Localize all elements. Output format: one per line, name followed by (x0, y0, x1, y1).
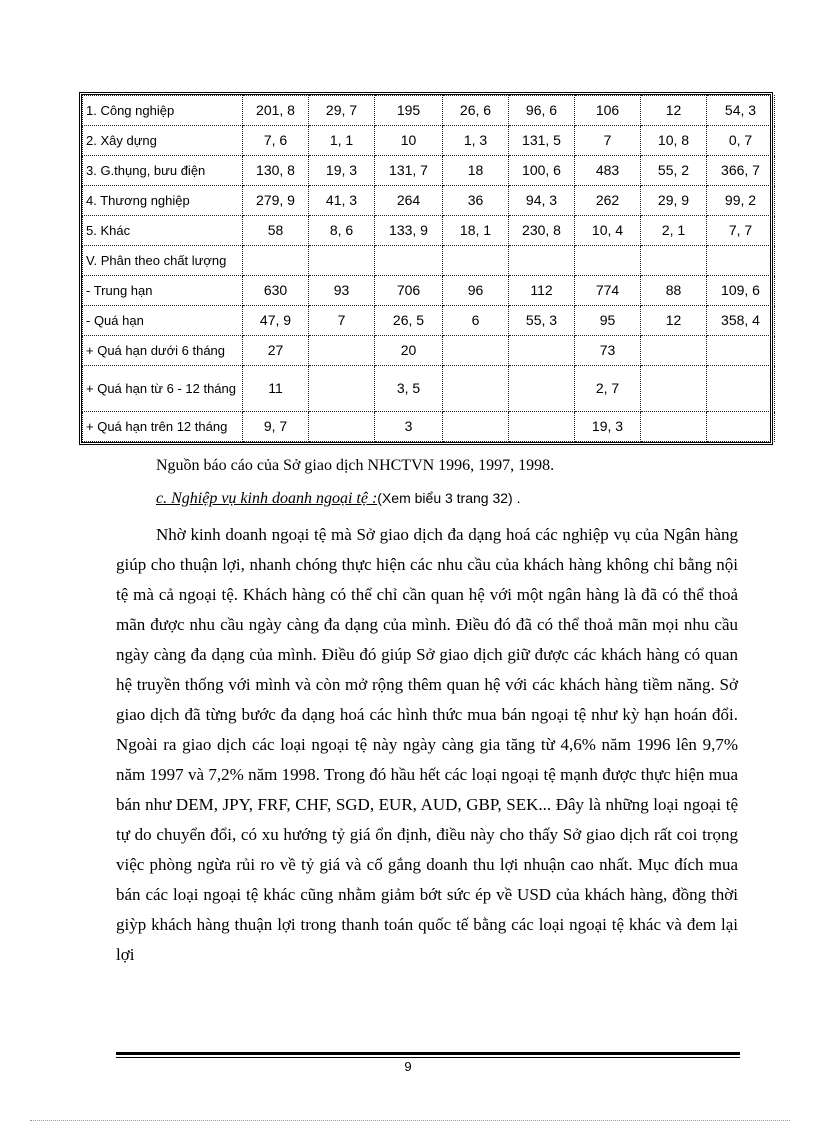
table-cell (641, 336, 707, 366)
table-row (83, 366, 775, 412)
table-cell (309, 412, 375, 442)
table-cell (707, 366, 775, 412)
table-row (83, 186, 775, 216)
table-cell (641, 412, 707, 442)
table-cell: 6 (443, 306, 509, 336)
table-cell: 3, 5 (375, 366, 443, 412)
table-cell (443, 412, 509, 442)
row-label: - Trung hạn (83, 276, 243, 306)
table-cell: 58 (243, 216, 309, 246)
table-cell: 264 (375, 186, 443, 216)
table-cell: 9, 7 (243, 412, 309, 442)
table-cell: 54, 3 (707, 96, 775, 126)
table-cell: 18 (443, 156, 509, 186)
table-cell: 366, 7 (707, 156, 775, 186)
source-note: Nguồn báo cáo của Sở giao dịch NHCTVN 1996, 1997, 1998. (156, 457, 555, 474)
table-cell (309, 336, 375, 366)
footer-rule (116, 1052, 740, 1058)
table-cell: 93 (309, 276, 375, 306)
table-cell: 26, 5 (375, 306, 443, 336)
table-cell (309, 246, 375, 276)
table-cell: 96 (443, 276, 509, 306)
body-text (116, 520, 738, 970)
table-cell: 131, 7 (375, 156, 443, 186)
table-cell: 358, 4 (707, 306, 775, 336)
section-reference: (Xem biểu 3 trang 32) . (377, 490, 521, 506)
table-row (83, 336, 775, 366)
table-cell: 2, 1 (641, 216, 707, 246)
section-heading-line (156, 490, 520, 508)
page-number: 9 (404, 1059, 412, 1074)
table-cell (243, 246, 309, 276)
table-cell: 262 (575, 186, 641, 216)
table-cell: 130, 8 (243, 156, 309, 186)
row-label: 3. G.thụng, bưu điện (83, 156, 243, 186)
table-cell: 3 (375, 412, 443, 442)
table-cell: 29, 7 (309, 96, 375, 126)
table-cell: 10, 4 (575, 216, 641, 246)
table-cell: 10, 8 (641, 126, 707, 156)
row-label: + Quá hạn từ 6 - 12 tháng (83, 366, 243, 412)
table-cell: 131, 5 (509, 126, 575, 156)
table-cell (375, 246, 443, 276)
table-cell (443, 336, 509, 366)
table-cell: 112 (509, 276, 575, 306)
data-table (79, 92, 773, 445)
table-cell: 10 (375, 126, 443, 156)
table-cell: 706 (375, 276, 443, 306)
table-cell: 195 (375, 96, 443, 126)
table-cell: 109, 6 (707, 276, 775, 306)
table-row (83, 156, 775, 186)
table-cell: 73 (575, 336, 641, 366)
table-cell: 47, 9 (243, 306, 309, 336)
table-cell: 94, 3 (509, 186, 575, 216)
table-cell: 20 (375, 336, 443, 366)
row-label: 1. Công nghiệp (83, 96, 243, 126)
table-cell (641, 366, 707, 412)
table-cell: 1, 3 (443, 126, 509, 156)
table-cell: 41, 3 (309, 186, 375, 216)
table-cell: 27 (243, 336, 309, 366)
table-cell: 201, 8 (243, 96, 309, 126)
table-cell: 96, 6 (509, 96, 575, 126)
table-cell: 19, 3 (575, 412, 641, 442)
table-cell (509, 246, 575, 276)
table-cell: 630 (243, 276, 309, 306)
table-cell (309, 366, 375, 412)
body-paragraph: Nhờ kinh doanh ngoại tệ mà Sở giao dịch đa dạng hoá các nghiệp vụ của Ngân hàng giúp cho thuận lợi, nhanh chóng thực hiện các nhu cầu của khách hàng không chỉ bằng nội tệ mà cả ngoại tệ. Khách hàng có thể chỉ cần quan hệ với một ngân hàng là đã có thể thoả mãn được nhu cầu ngày càng đa dạng của mình. Điều đó đã có thể thoả mãn mọi nhu cầu ngày càng đa dạng của mình. Điều đó giúp Sở giao dịch giữ được các khách hàng có quan hệ truyền thống với mình và còn mở rộng thêm quan hệ với các khách hàng tiềm năng. Sở giao dịch đã từng bước đa dạng hoá các hình thức mua bán ngoại tệ như kỳ hạn hoán đổi. Ngoài ra giao dịch các loại ngoại tệ này ngày càng gia tăng từ 4,6% năm 1996 lên 9,7% năm 1997 và 7,2% năm 1998. Trong đó hầu hết các loại ngoại tệ mạnh được thực hiện mua bán như DEM, JPY, FRF, CHF, SGD, EUR, AUD, GBP, SEK... Đây là những loại ngoại tệ tự do chuyển đổi, có xu hướng tỷ giá ổn định, điều này cho thấy Sở giao dịch rất coi trọng việc phòng ngừa rủi ro về tỷ giá và cố gắng doanh thu lợi nhuận cao nhất. Mục đích mua bán các loại ngoại tệ khác cũng nhằm giảm bớt sức ép về USD của khách hàng, đồng thời giỳp khách hàng thuận lợi trong thanh toán quốc tế bằng các loại ngoại tệ khác và đem lại lợi (116, 525, 738, 964)
table-cell: 19, 3 (309, 156, 375, 186)
table-cell: 11 (243, 366, 309, 412)
table-cell: 12 (641, 96, 707, 126)
table-row (83, 306, 775, 336)
table-row (83, 96, 775, 126)
table-cell: 7 (309, 306, 375, 336)
table-row (83, 126, 775, 156)
table-cell: 106 (575, 96, 641, 126)
table-cell: 26, 6 (443, 96, 509, 126)
table-cell: 7, 6 (243, 126, 309, 156)
table-row (83, 412, 775, 442)
table-cell: 1, 1 (309, 126, 375, 156)
table-cell: 133, 9 (375, 216, 443, 246)
table-cell (509, 336, 575, 366)
table-cell: 95 (575, 306, 641, 336)
page-bottom-divider (30, 1120, 790, 1121)
table-cell (641, 246, 707, 276)
row-label: V. Phân theo chất lượng (83, 246, 243, 276)
table-cell (575, 246, 641, 276)
table-cell (707, 246, 775, 276)
table-cell: 12 (641, 306, 707, 336)
table-cell: 55, 3 (509, 306, 575, 336)
row-label: + Quá hạn dưới 6 tháng (83, 336, 243, 366)
table-cell: 0, 7 (707, 126, 775, 156)
table-cell: 88 (641, 276, 707, 306)
table-row (83, 216, 775, 246)
row-label: 2. Xây dựng (83, 126, 243, 156)
table-cell: 55, 2 (641, 156, 707, 186)
table-cell (707, 336, 775, 366)
row-label: + Quá hạn trên 12 tháng (83, 412, 243, 442)
table-cell (509, 366, 575, 412)
section-heading: c. Nghiệp vụ kinh doanh ngoại tệ : (156, 490, 378, 507)
table-row (83, 246, 775, 276)
table-cell: 100, 6 (509, 156, 575, 186)
table-cell: 279, 9 (243, 186, 309, 216)
table-cell: 36 (443, 186, 509, 216)
table-cell (443, 366, 509, 412)
table-cell (707, 412, 775, 442)
table-cell: 230, 8 (509, 216, 575, 246)
table-cell: 18, 1 (443, 216, 509, 246)
table-cell (509, 412, 575, 442)
table-cell (443, 246, 509, 276)
row-label: 5. Khác (83, 216, 243, 246)
table-cell: 7, 7 (707, 216, 775, 246)
table-cell: 99, 2 (707, 186, 775, 216)
table-cell: 483 (575, 156, 641, 186)
row-label: - Quá hạn (83, 306, 243, 336)
table-cell: 7 (575, 126, 641, 156)
table-cell: 774 (575, 276, 641, 306)
table-row (83, 276, 775, 306)
table-cell: 8, 6 (309, 216, 375, 246)
table-cell: 29, 9 (641, 186, 707, 216)
table-cell: 2, 7 (575, 366, 641, 412)
row-label: 4. Thương nghiệp (83, 186, 243, 216)
